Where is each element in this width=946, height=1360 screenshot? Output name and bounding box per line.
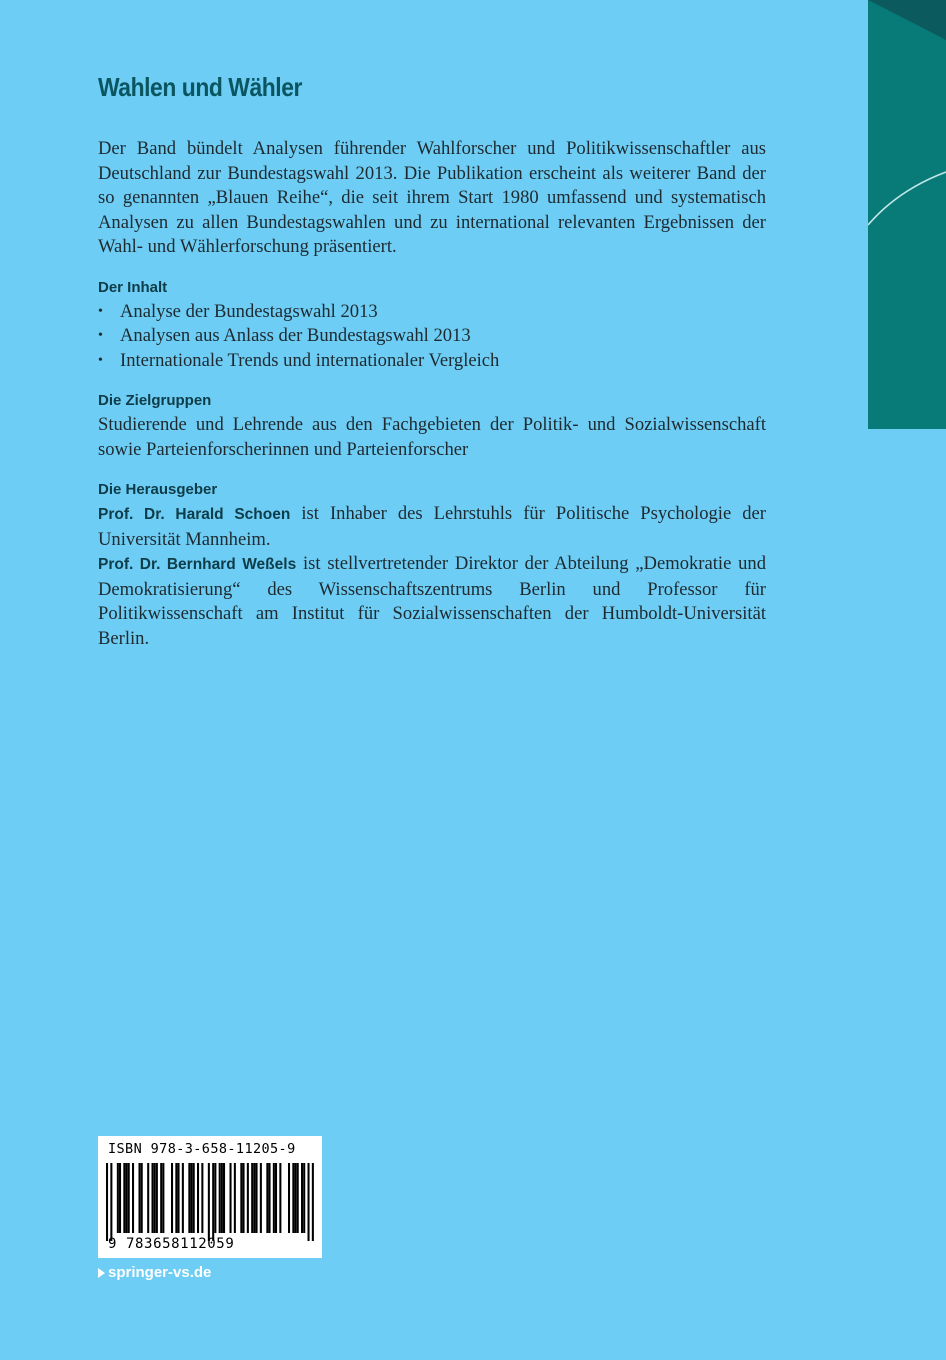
section-zielgruppen (98, 389, 766, 462)
barcode-bar (139, 1163, 141, 1233)
barcode-bar (219, 1163, 221, 1233)
intro-paragraph: Der Band bündelt Analysen führender Wahlforscher und Politikwissenschaftler aus Deutschland zur Bundestagswahl 2013. Die Publikation erscheint als weiterer Band der so genannten „Blauen Reihe“, die seit ihrem Start 1980 umfassend und systematisch Analysen zu allen Bundestagswahlen und zu international relevanten Ergebnissen der Wahl- und Wählerforschung präsentiert. (98, 138, 766, 257)
barcode-bar (128, 1163, 130, 1233)
barcode-bar (240, 1163, 242, 1233)
editor-bio: ist Inhaber des Lehrstuhls für Politische Psychologie der Universität Mannheim. (98, 503, 766, 550)
editor-name: Prof. Dr. Bernhard Weßels (98, 556, 297, 573)
barcode-bar (208, 1163, 210, 1241)
corner-tab-graphic (868, 0, 946, 429)
barcode-bar (256, 1163, 258, 1233)
barcode-bar (117, 1163, 119, 1233)
book-title: Wahlen und Wähler (98, 72, 302, 102)
barcode-bar (266, 1163, 268, 1233)
barcode-bar (303, 1163, 305, 1233)
barcode-bar (251, 1163, 253, 1233)
isbn-barcode (98, 1136, 322, 1258)
editor-bio: ist stellvertretender Direktor der Abteilung „Demokratie und Demokratisierung“ des Wissenschaftszentrums Berlin und Professor für Politikwissenschaft am Institut für Sozialwissenschaften der Humboldt-Universität Berlin. (98, 553, 766, 649)
barcode-lead-digit: 9 (108, 1236, 118, 1252)
barcode-bar (106, 1163, 108, 1241)
barcode-bar (201, 1163, 203, 1233)
section-herausgeber (98, 478, 766, 651)
barcode-bar (141, 1163, 143, 1233)
barcode-bar (221, 1163, 223, 1233)
barcode-bar (308, 1163, 310, 1241)
barcode-bar (178, 1163, 180, 1233)
section-inhalt (98, 276, 766, 374)
barcode-bar (188, 1163, 190, 1233)
editor-entry (98, 552, 766, 651)
list-item: • Analyse der Bundestagswahl 2013 (98, 300, 766, 325)
barcode-bar (123, 1163, 125, 1233)
barcode-bar (312, 1163, 314, 1241)
barcode-bar (156, 1163, 158, 1233)
isbn-label: ISBN 978-3-658-11205-9 (108, 1141, 296, 1157)
inhalt-list (98, 300, 766, 374)
barcode-bar (171, 1163, 173, 1233)
back-cover-text (98, 72, 766, 651)
barcode-bar (175, 1163, 177, 1233)
barcode-bar (273, 1163, 275, 1233)
barcode-bar (301, 1163, 303, 1233)
publisher-link-text: springer-vs.de (108, 1264, 212, 1281)
barcode-bar (260, 1163, 262, 1233)
barcode-bar (269, 1163, 271, 1233)
zielgruppen-text: Studierende und Lehrende aus den Fachgebieten der Politik- und Sozialwissenschaft sowie Parteienforscherinnen und Parteienforscher (98, 414, 766, 460)
arrow-right-icon (98, 1268, 105, 1278)
zielgruppen-heading: Die Zielgruppen (98, 392, 212, 409)
list-item: • Internationale Trends und internationaler Vergleich (98, 349, 766, 374)
barcode-bar (147, 1163, 149, 1233)
barcode-bar (119, 1163, 121, 1233)
herausgeber-heading: Die Herausgeber (98, 481, 218, 498)
barcode-bar (295, 1163, 297, 1233)
barcode-bar (162, 1163, 164, 1233)
barcode-bar (152, 1163, 154, 1233)
publisher-link[interactable] (98, 1264, 211, 1281)
barcode-bar (110, 1163, 112, 1241)
barcode-bar (212, 1163, 214, 1241)
barcode-bar (182, 1163, 184, 1233)
barcode-digit-string: 783658112059 (126, 1236, 235, 1252)
barcode-bar (191, 1163, 193, 1233)
barcode-bar (223, 1163, 225, 1233)
barcode-bar (279, 1163, 281, 1233)
barcode-bar (230, 1163, 232, 1233)
barcode-bar (247, 1163, 249, 1233)
barcode-bar (234, 1163, 236, 1233)
barcode-bar (297, 1163, 299, 1233)
barcode-bar (160, 1163, 162, 1233)
barcode-bar (154, 1163, 156, 1233)
barcode-bar (214, 1163, 216, 1233)
barcode-bars (106, 1163, 314, 1241)
barcode-bar (243, 1163, 245, 1233)
barcode-bar (275, 1163, 277, 1233)
barcode-bar (288, 1163, 290, 1233)
list-item: • Analysen aus Anlass der Bundestagswahl 2013 (98, 324, 766, 349)
barcode-bar (197, 1163, 199, 1233)
editor-entry (98, 502, 766, 552)
editor-name: Prof. Dr. Harald Schoen (98, 506, 291, 523)
barcode-bar (253, 1163, 255, 1233)
inhalt-heading: Der Inhalt (98, 278, 168, 296)
barcode-bar (132, 1163, 134, 1233)
barcode-bar (292, 1163, 294, 1233)
barcode-bar (126, 1163, 128, 1233)
barcode-bar (193, 1163, 195, 1233)
